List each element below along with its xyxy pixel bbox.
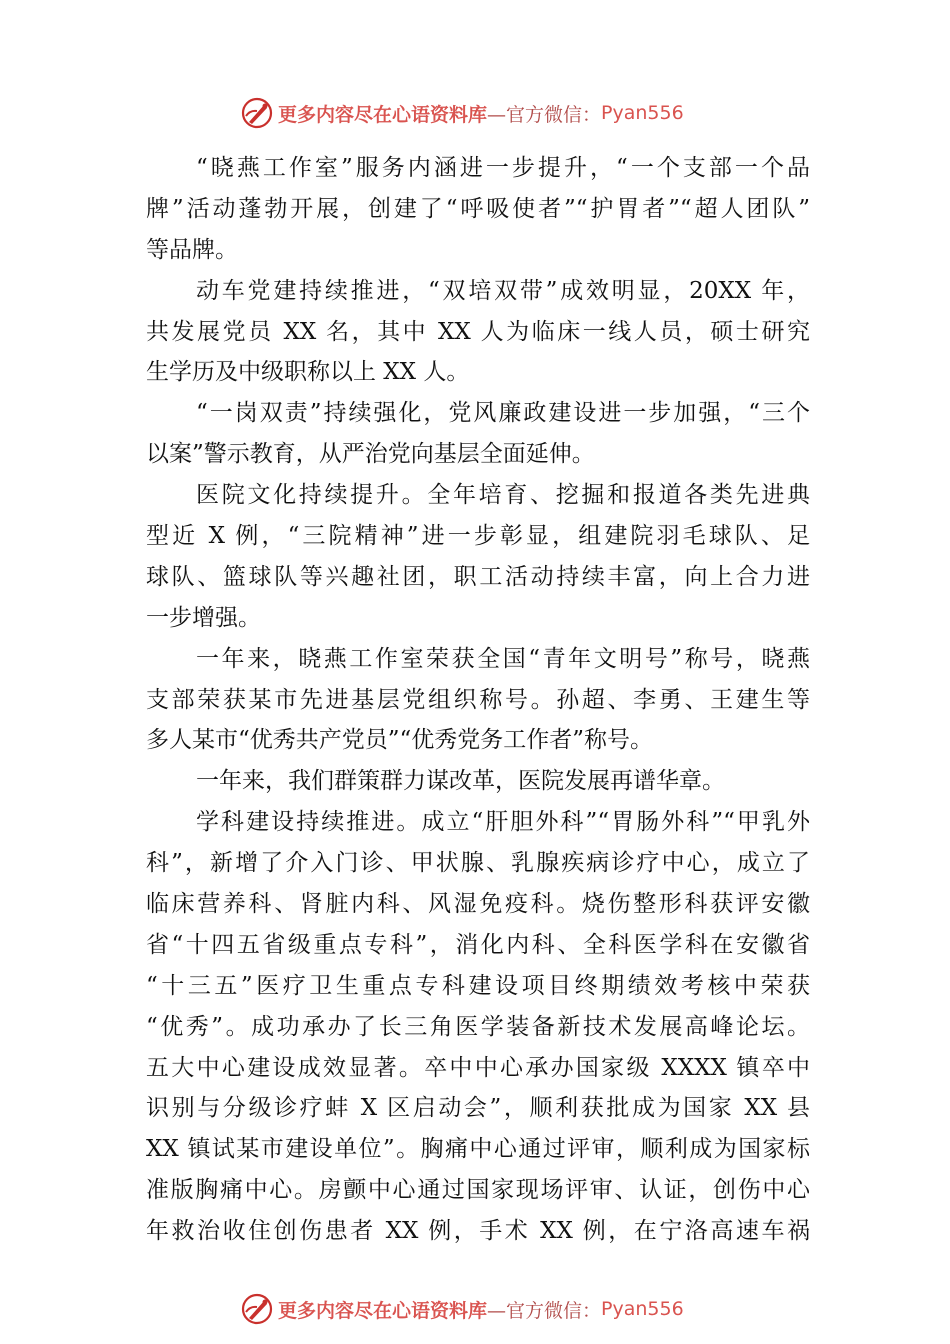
banner-separator: —官方微信： [487,1299,602,1322]
banner-separator: —官方微信： [487,103,602,126]
text-line: 型近 X 例，“三院精神”进一步彰显，组建院羽毛球队、足 [146,523,810,550]
text-line: 一年来，晓燕工作室荣获全国“青年文明号”称号，晓燕 [196,645,810,672]
text-line: 多人某市“优秀共产党员”“优秀党务工作者”称号。 [146,727,654,754]
text-line: “优秀”。成功承办了长三角医学装备新技术发展高峰论坛。 [146,1013,810,1040]
text-line: 科”，新增了介入门诊、甲状腺、乳腺疾病诊疗中心，成立了 [146,850,810,877]
text-line: 一步增强。 [146,604,261,631]
text-line: 五大中心建设成效显著。卒中中心承办国家级 XXXX 镇卒中 [146,1054,810,1081]
document-body [146,148,810,1252]
text-line: 临床营养科、肾脏内科、风湿免疫科。烧伤整形科获评安徽 [146,891,810,918]
text-line: 医院文化持续提升。全年培育、挖掘和报道各类先进典 [196,482,810,509]
text-line: 省“十四五省级重点专科”，消化内科、全科医学科在安徽省 [146,931,810,958]
text-line: 学科建设持续推进。成立“肝胆外科”“胃肠外科”“甲乳外 [196,809,810,836]
footer-watermark-banner [240,1292,684,1326]
text-line: 共发展党员 XX 名，其中 XX 人为临床一线人员，硕士研究 [146,318,810,345]
text-line: 动车党建持续推进，“双培双带”成效明显，20XX 年， [196,277,810,304]
banner-wechat-id: Pyan556 [601,1298,684,1320]
pen-emblem-icon [240,96,274,130]
text-line: “一岗双责”持续强化，党风廉政建设进一步加强，“三个 [196,400,810,427]
text-line: 一年来，我们群策群力谋改革，医院发展再谱华章。 [196,768,725,795]
text-line: 以案”警示教育，从严治党向基层全面延伸。 [146,441,595,468]
text-line: 球队、篮球队等兴趣社团，职工活动持续丰富，向上合力进 [146,563,810,590]
text-line: XX 镇试某市建设单位”。胸痛中心通过评审，顺利成为国家标 [146,1136,810,1163]
banner-wechat-id: Pyan556 [601,102,684,124]
banner-title: 更多内容尽在心语资料库 [278,103,488,126]
text-line: 识别与分级诊疗蚌 X 区启动会”，顺利获批成为国家 XX 县 [146,1095,810,1122]
text-line: 准版胸痛中心。房颤中心通过国家现场评审、认证，创伤中心 [146,1177,810,1204]
text-line: 生学历及中级职称以上 XX 人。 [146,359,470,386]
text-line: “晓燕工作室”服务内涵进一步提升，“一个支部一个品 [196,155,810,181]
pen-emblem-icon [240,1292,274,1326]
text-line: 牌”活动蓬勃开展，创建了“呼吸使者”“护胃者”“超人团队” [146,195,810,222]
text-line: “十三五”医疗卫生重点专科建设项目终期绩效考核中荣获 [146,972,810,999]
header-watermark-banner [240,96,684,130]
banner-title: 更多内容尽在心语资料库 [278,1299,488,1322]
text-line: 年救治收住创伤患者 XX 例，手术 XX 例，在宁洛高速车祸 [146,1218,810,1245]
text-line: 支部荣获某市先进基层党组织称号。孙超、李勇、王建生等 [146,686,810,713]
text-line: 等品牌。 [146,236,238,263]
